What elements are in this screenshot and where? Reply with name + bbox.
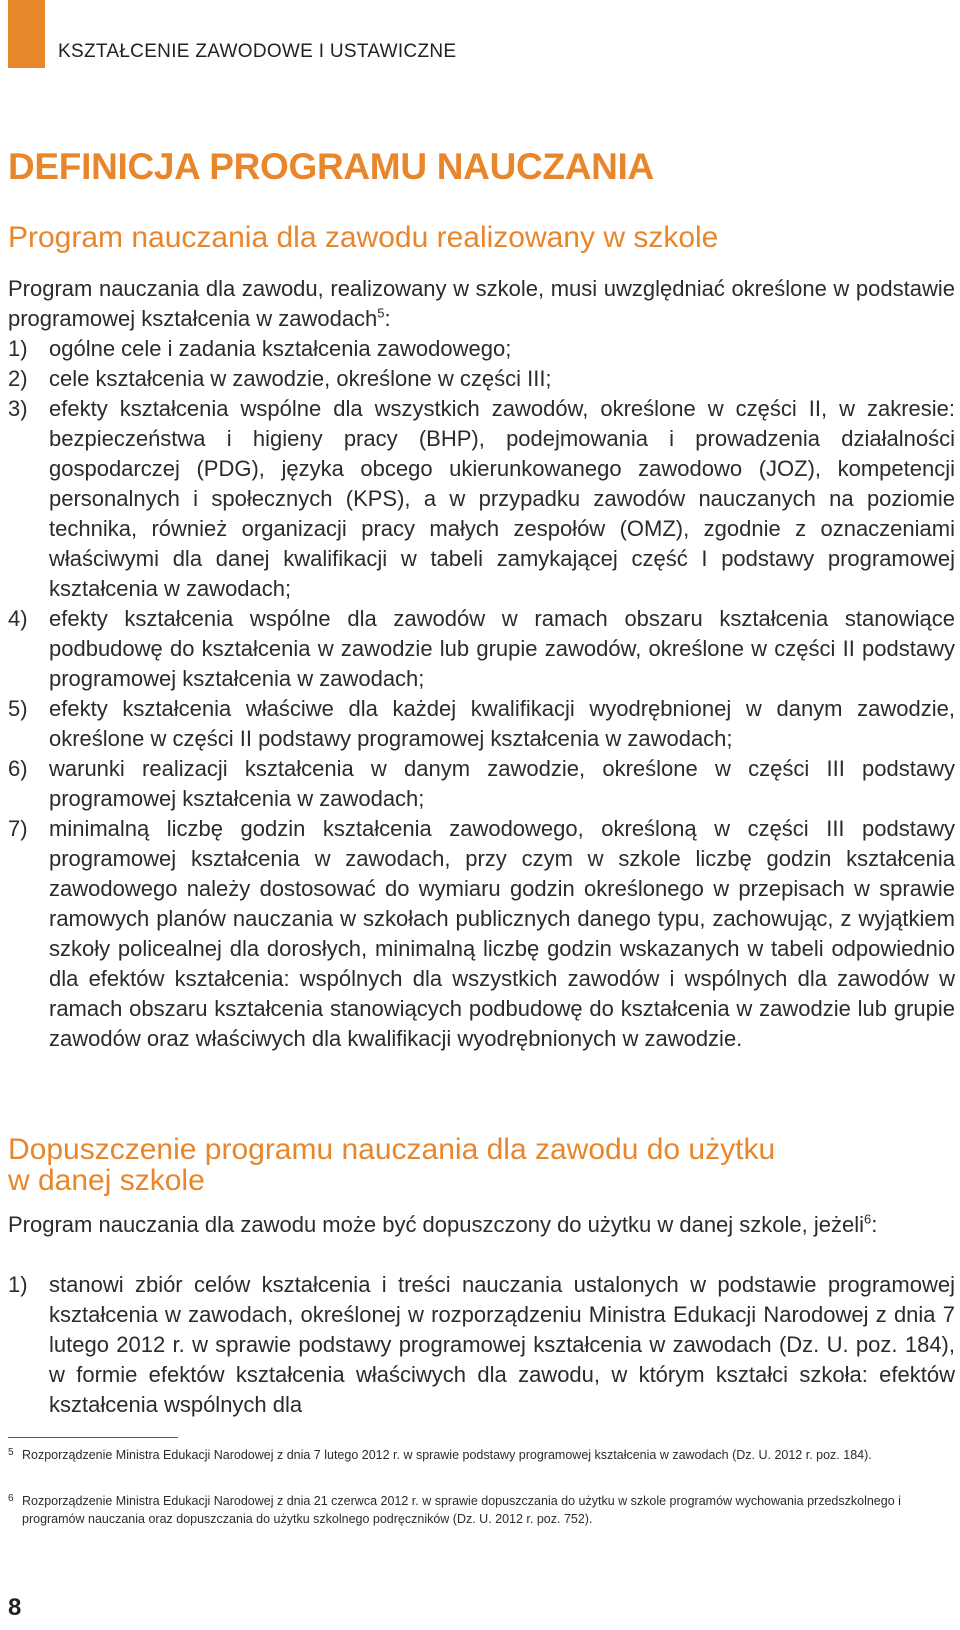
header-accent-bar (8, 0, 45, 68)
section1-intro (8, 274, 955, 334)
list-item-number: 3) (8, 396, 28, 421)
section2-intro-end: : (871, 1212, 878, 1237)
list-item-text: stanowi zbiór celów kształcenia i treści nauczania ustalonych w podstawie programowej kształcenia w zawodach, określonej w rozporządzeniu Ministra Edukacji Narodowej z dnia 7 lutego 2012 r. w sprawie podstawy programowej kształcenia w zawodach (Dz. U. poz. 184), w formie efektów kształcenia właściwych dla zawodu, w którym kształci szkoła: efektów kształcenia wspólnych dla (49, 1272, 955, 1417)
list-item (8, 814, 955, 1054)
list-item-text: ogólne cele i zadania kształcenia zawodowego; (49, 336, 512, 361)
running-header: KSZTAŁCENIE ZAWODOWE I USTAWICZNE (58, 41, 457, 62)
list-item-number: 5) (8, 696, 28, 721)
section2-intro (8, 1210, 955, 1240)
list-item-number: 1) (8, 336, 28, 361)
list-item (8, 604, 955, 694)
footnote-text: Rozporządzenie Ministra Edukacji Narodowej z dnia 21 czerwca 2012 r. w sprawie dopuszczania do użytku w szkole programów wychowania przedszkolnego i programów nauczania oraz dopuszczania do użytku szkolnego podręczników (Dz. U. 2012 r. poz. 752). (22, 1494, 901, 1526)
list-item-number: 6) (8, 756, 28, 781)
footnote-ref-5[interactable]: 5 (377, 305, 385, 321)
list-item (8, 754, 955, 814)
list-item-number: 2) (8, 366, 28, 391)
footnote-ref-6[interactable]: 6 (864, 1211, 872, 1227)
section-heading-program: Program nauczania dla zawodu realizowany w szkole (8, 221, 719, 254)
footnote-number: 6 (8, 1493, 14, 1504)
list-item (8, 364, 955, 394)
section2-intro-text: Program nauczania dla zawodu może być dopuszczony do użytku w danej szkole, jeżeli (8, 1212, 865, 1237)
footnote-text: Rozporządzenie Ministra Edukacji Narodowej z dnia 7 lutego 2012 r. w sprawie podstawy programowej kształcenia w zawodach (Dz. U. 2012 r. poz. 184). (22, 1448, 872, 1462)
section2-heading-line2: w danej szkole (8, 1164, 205, 1197)
footnote-5 (8, 1446, 955, 1464)
list-item (8, 1270, 955, 1420)
page-title: DEFINICJA PROGRAMU NAUCZANIA (8, 146, 654, 187)
section1-intro-end: : (384, 306, 391, 331)
list-item (8, 334, 955, 364)
footnote-number: 5 (8, 1447, 14, 1458)
footnote-divider (8, 1437, 178, 1438)
list-item-text: efekty kształcenia wspólne dla zawodów w ramach obszaru kształcenia stanowiące podbudowę do kształcenia w zawodzie lub grupie zawodów, określone w części II podstawy programowej kształcenia w zawodach; (49, 606, 955, 691)
list-item-text: efekty kształcenia właściwe dla każdej kwalifikacji wyodrębnionej w danym zawodzie, określone w części II podstawy programowej kształcenia w zawodach; (49, 696, 955, 751)
page-number: 8 (8, 1594, 22, 1621)
list-item-number: 1) (8, 1272, 28, 1297)
list-item-text: warunki realizacji kształcenia w danym zawodzie, określone w części III podstawy programowej kształcenia w zawodach; (49, 756, 955, 811)
section-heading-dopuszczenie (8, 1134, 775, 1196)
section2-list (8, 1270, 955, 1420)
section1-list (8, 334, 955, 1054)
list-item-text: minimalną liczbę godzin kształcenia zawodowego, określoną w części III podstawy programowej kształcenia w zawodach, przy czym w szkole liczbę godzin kształcenia zawodowego należy dostosować do wymiaru godzin określonego w przepisach w sprawie ramowych planów nauczania w szkołach publicznych danego typu, zachowując, z wyjątkiem szkoły policealnej dla dorosłych, minimalną liczbę godzin wskazanych w tabeli odpowiednio dla efektów kształcenia: wspólnych dla wszystkich zawodów i wspólnych dla zawodów w ramach obszaru kształcenia stanowiących podbudowę do kształcenia w zawodzie lub grupie zawodów oraz właściwych dla kwalifikacji wyodrębnionych w zawodzie. (49, 816, 955, 1051)
list-item-number: 7) (8, 816, 28, 841)
list-item-text: efekty kształcenia wspólne dla wszystkich zawodów, określone w części II, w zakresie: bezpieczeństwa i higieny pracy (BHP), podejmowania i prowadzenia działalności gospodarczej (PDG), języka obcego ukierunkowanego zawodowo (JOZ), kompetencji personalnych i społecznych (KPS), a w przypadku zawodów nauczanych na poziomie technika, również organizacji pracy małych zespołów (OMZ), zgodnie z oznaczeniami właściwymi dla danej kwalifikacji w tabeli zamykającej część I podstawy programowej kształcenia w zawodach; (49, 396, 955, 601)
section1-intro-text: Program nauczania dla zawodu, realizowany w szkole, musi uwzględniać określone w podstawie programowej kształcenia w zawodach (8, 276, 955, 331)
list-item-number: 4) (8, 606, 28, 631)
list-item-text: cele kształcenia w zawodzie, określone w części III; (49, 366, 552, 391)
list-item (8, 694, 955, 754)
list-item (8, 394, 955, 604)
section2-heading-line1: Dopuszczenie programu nauczania dla zawodu do użytku (8, 1133, 776, 1166)
footnote-6 (8, 1492, 955, 1528)
